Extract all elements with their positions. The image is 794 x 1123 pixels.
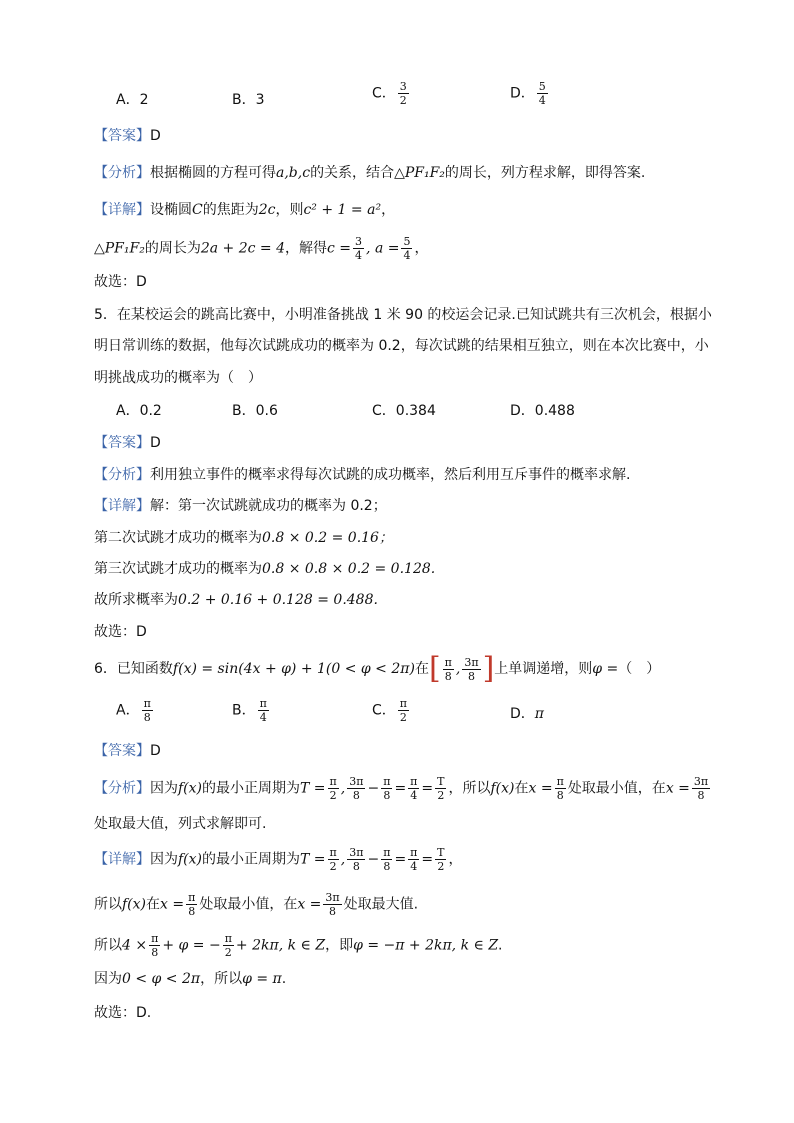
q5-detail-2: 第二次试跳才成功的概率为0.8 × 0.2 = 0.16； <box>94 530 393 546</box>
q6-option-a: A． $\frac{\pi}{8}$ <box>116 697 151 724</box>
q5-detail-3: 第三次试跳才成功的概率为0.8 × 0.8 × 0.2 = 0.128. <box>94 561 436 577</box>
q4-option-b: B．3 <box>232 92 265 108</box>
q5-option-b: B．0.6 <box>232 403 278 419</box>
q6-answer: 【答案】D <box>94 743 161 759</box>
q4-analysis: 【分析】根据椭圆的方程可得a,b,c的关系，结合△PF₁F₂的周长，列方程求解，即得答案. <box>94 165 646 181</box>
q4-option-c: C． $\frac{3}{2}$ <box>372 80 407 107</box>
q5-option-d: D．0.488 <box>510 403 575 419</box>
q5-detail-4: 故所求概率为0.2 + 0.16 + 0.128 = 0.488. <box>94 592 378 608</box>
interval-bracket: [ $\frac{\pi}{8}$ , $\frac{3\pi}{8}$ ] <box>428 651 495 686</box>
q6-stem: 6．已知函数f(x) = sin(4x + φ) + 1(0 < φ < 2π)在 [ $\frac{\pi}{8}$ , $\frac{3\pi}{8}$ ] 上单调递增，则φ =（ ） <box>94 651 661 686</box>
q5-stem-line-1: 5．在某校运会的跳高比赛中，小明准备挑战 1 米 90 的校运会记录.已知试跳共有三次机会，根据小 <box>94 307 712 323</box>
q5-stem-line-3: 明挑战成功的概率为（ ） <box>94 370 262 386</box>
q6-analysis-2: 处取最大值，列式求解即可. <box>94 816 267 832</box>
q5-stem-line-2: 明日常训练的数据，他每次试跳成功的概率为 0.2，每次试跳的结果相互独立，则在本次比赛中，小 <box>94 338 709 354</box>
q6-detail-4: 因为0 < φ < 2π，所以φ = π. <box>94 971 287 987</box>
q4-option-d: D． $\frac{5}{4}$ <box>510 80 546 107</box>
q6-choose: 故选：D. <box>94 1005 152 1021</box>
q6-option-d: D．π <box>510 706 544 722</box>
q6-analysis-1: 【分析】因为f(x)的最小正周期为T = $\frac{\pi}{2}$ , $\frac{3\pi}{8}$ − $\frac{\pi}{8}$ = $\frac{\pi}{4}$ = $\frac{T}{2}$ ，所以f(x)在x = $\frac{\pi}{8}$ 处取最小值，在x = $\frac{3\pi}{8}$ <box>94 775 709 802</box>
q5-option-c: C．0.384 <box>372 403 436 419</box>
q5-option-a: A．0.2 <box>116 403 162 419</box>
q6-option-c: C． $\frac{\pi}{2}$ <box>372 697 408 724</box>
q5-detail-1: 【详解】解：第一次试跳就成功的概率为 0.2； <box>94 498 387 514</box>
q4-choose: 故选：D <box>94 274 147 290</box>
q5-choose: 故选：D <box>94 624 147 640</box>
q4-detail-2: △PF₁F₂的周长为2a + 2c = 4，解得c = $\frac{3}{4}$ , a = $\frac{5}{4}$ ， <box>94 235 429 262</box>
q6-detail-2: 所以f(x)在x = $\frac{\pi}{8}$ 处取最小值，在x = $\frac{3\pi}{8}$ 处取最大值. <box>94 891 419 918</box>
q4-detail-1: 【详解】设椭圆C的焦距为2c，则c² + 1 = a²， <box>94 202 396 218</box>
q6-option-b: B． $\frac{\pi}{4}$ <box>232 697 267 724</box>
q6-detail-1: 【详解】因为f(x)的最小正周期为T = $\frac{\pi}{2}$ , $\frac{3\pi}{8}$ − $\frac{\pi}{8}$ = $\frac{\pi}{4}$ = $\frac{T}{2}$ ， <box>94 846 463 873</box>
q6-detail-3: 所以4 × $\frac{\pi}{8}$ + φ = − $\frac{\pi}{2}$ + 2kπ, k ∈ Z，即φ = −π + 2kπ, k ∈ Z. <box>94 932 503 959</box>
q4-answer: 【答案】D <box>94 128 161 144</box>
q5-answer: 【答案】D <box>94 435 161 451</box>
q5-analysis: 【分析】利用独立事件的概率求得每次试跳的成功概率，然后利用互斥事件的概率求解. <box>94 467 631 483</box>
q4-option-a: A．2 <box>116 92 149 108</box>
